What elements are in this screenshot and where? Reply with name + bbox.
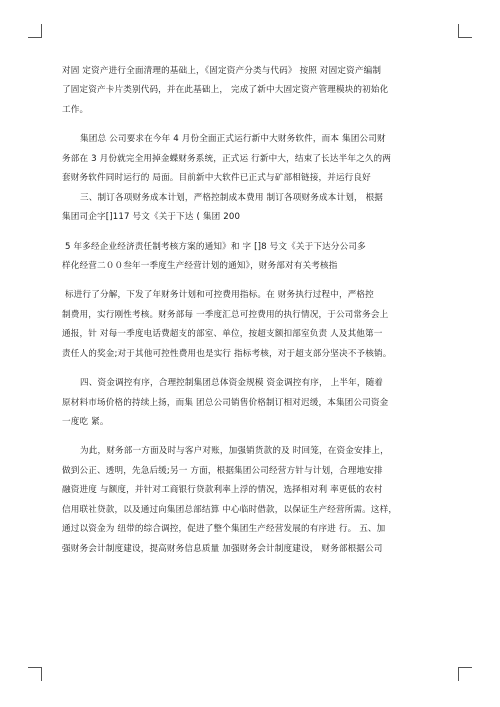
paragraph bbox=[62, 130, 440, 188]
text-line: 集团总 公司要求在今年 4 月份全面正式运行新中大财务软件，而本 集团公司财 bbox=[80, 134, 386, 145]
paragraph bbox=[62, 286, 440, 364]
text-line: 了固定资产卡片类别代码，并在此基础上， 完成了新中大固定资产管理模块的初始化 bbox=[62, 85, 389, 96]
text-line: 做到公正、透明，先急后缓;另一 方面，根据集团公司经营方针与计划，合理地安排 bbox=[62, 465, 383, 476]
text-line: 务部在 3 月份就完全用掉金蝶财务系统，正式运 行新中大，结束了长达半年之久的两 bbox=[62, 153, 392, 164]
text-line: 三、制订各项财务成本计划，严格控制成本费用 制订各项财务成本计划， 根据 bbox=[80, 192, 384, 203]
paragraph bbox=[62, 62, 440, 120]
text-line: 原材料市场价格的持续上扬，而集 团总公司销售价格制订相对迟缓，本集团公司资金 bbox=[62, 397, 389, 408]
paragraph bbox=[62, 374, 440, 432]
text-line: 通过以资金为 纽带的综合调控，促进了整个集团生产经营发展的有序进 行。 五、加 bbox=[62, 524, 386, 535]
text-line: 为此，财务部一方面及时与客户对账，加强销货款的及 时回笼，在资金安排上， bbox=[80, 446, 389, 457]
text-line: 样化经营二００叁年一季度生产经营计划的通知》，财务部对有关考核指 bbox=[62, 260, 338, 271]
text-line: 四、资金调控有序，合理控制集团总体资金规模 资金调控有序， 上半年，随着 bbox=[80, 378, 384, 389]
text-line: 标进行了分解，下发了年财务计划和可控费用指标。在 财务执行过程中，严格控 bbox=[65, 290, 374, 301]
text-line: 强财务会计制度建设，提高财务信息质量 加强财务会计制度建设， 财务部根据公司 bbox=[62, 543, 383, 554]
text-line: 制费用，实行刚性考核。财务部每 一季度汇总可控费用的执行情况，于公司常务会上 bbox=[62, 309, 389, 320]
text-line: 信用联社贷款，以及通过向集团总部结算 中心临时借款，以保证生产经营所需。这样， bbox=[62, 504, 398, 515]
text-line: 工作。 bbox=[62, 104, 89, 115]
document-body bbox=[62, 62, 440, 559]
text-line: 集团司企字[]117 号文《关于下达 ( 集团 200 bbox=[62, 212, 241, 223]
text-line: 通报，针 对每一季度电话费超支的部室、单位，按超支额扣部室负责 人及其他第一 bbox=[62, 329, 383, 340]
text-line: 融资进度 与额度，并针对工商银行贷款利率上浮的情况，选择相对利 率更低的农村 bbox=[62, 485, 383, 496]
text-line: 5 年多经企业经济责任制考核方案的通知》和 字 []8 号文《关于下达分公司多 bbox=[65, 241, 366, 252]
paragraph bbox=[62, 238, 440, 277]
text-line: 责任人的奖金;对于其他可控性费用也是实行 指标考核，对于超支部分坚决不予核销。 bbox=[62, 348, 392, 359]
text-line: 对固 定资产进行全面清理的基础上，《固定资产分类与代码》 按照 对固定资产编制 bbox=[62, 66, 382, 76]
paragraph bbox=[62, 189, 440, 228]
text-line: 套财务软件同时运行的 局面。目前新中大软件已正式与矿部相链接，并运行良好 bbox=[62, 173, 371, 184]
text-line: 一度吃 紧。 bbox=[62, 417, 109, 427]
paragraph bbox=[62, 442, 440, 559]
